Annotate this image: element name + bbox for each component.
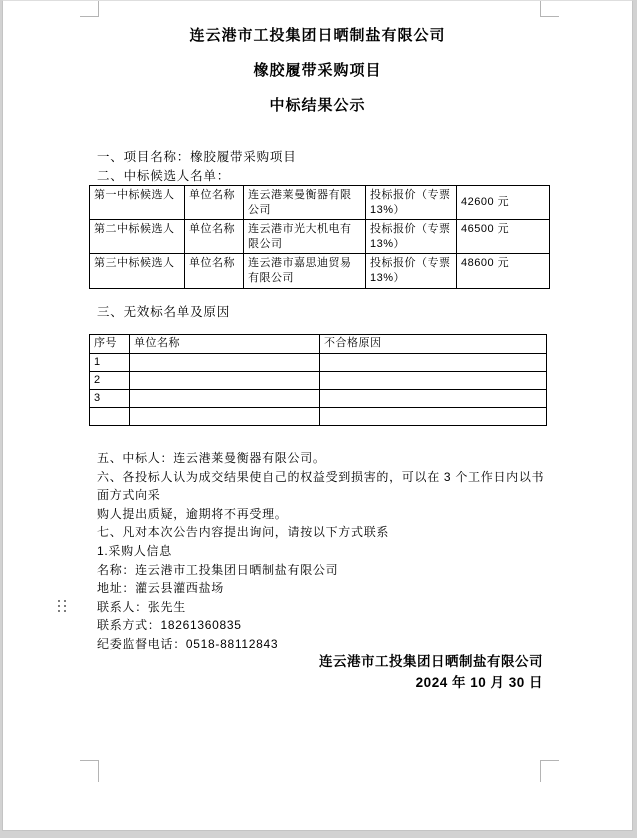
crop-mark-bottom-right-icon	[540, 760, 559, 782]
paragraph-contact-intro: 七、凡对本次公告内容提出询问，请按以下方式联系	[97, 525, 390, 540]
table-row	[90, 390, 547, 408]
unit-cell	[130, 372, 320, 390]
reason-cell	[320, 390, 547, 408]
crop-mark-top-left-icon	[80, 1, 99, 17]
purchaser-name-line: 名称：连云港市工投集团日晒制盐有限公司	[97, 562, 339, 577]
contact-person-line: 联系人：张先生	[97, 599, 186, 614]
drag-handle-icon[interactable]	[58, 600, 66, 615]
table-header-row	[90, 335, 547, 354]
candidate-price: 48600 元	[457, 254, 550, 289]
crop-mark-bottom-left-icon	[80, 760, 99, 782]
body-paragraphs	[97, 449, 549, 654]
candidate-company: 连云港莱曼衡器有限公司	[244, 186, 366, 220]
unit-label: 单位名称	[185, 186, 244, 220]
table-row	[90, 372, 547, 390]
price-label: 投标报价（专票 13%）	[366, 254, 457, 289]
table-row	[90, 186, 550, 220]
col-header-unit: 单位名称	[130, 335, 320, 354]
supervision-phone-line: 纪委监督电话：0518-88112843	[97, 636, 279, 651]
candidate-rank: 第三中标候选人	[90, 254, 185, 289]
purchaser-address-line: 地址：灌云县灌西盐场	[97, 581, 225, 596]
col-header-reason: 不合格原因	[320, 335, 547, 354]
table-row	[90, 408, 547, 426]
signature-date: 2024 年 10 月 30 日	[415, 674, 543, 690]
price-label: 投标报价（专票 13%）	[366, 220, 457, 254]
section-candidates-heading: 二、中标候选人名单：	[97, 168, 231, 183]
section-project-name: 一、项目名称：橡胶履带采购项目	[97, 150, 297, 164]
candidate-price: 42600 元	[457, 186, 550, 220]
document-title-block	[3, 18, 632, 123]
title-announcement: 中标结果公示	[269, 97, 366, 114]
col-header-seq: 序号	[90, 335, 130, 354]
candidate-company: 连云港市嘉思迪贸易有限公司	[244, 254, 366, 289]
paragraph-objection-line2: 购人提出质疑，逾期将不再受理。	[97, 506, 288, 521]
section-invalid-bids-heading: 三、无效标名单及原因	[97, 305, 231, 319]
table-row	[90, 220, 550, 254]
unit-cell	[130, 390, 320, 408]
seq-cell: 3	[90, 390, 130, 408]
title-company: 连云港市工投集团日晒制盐有限公司	[189, 27, 446, 44]
price-label: 投标报价（专票 13%）	[366, 186, 457, 220]
unit-label: 单位名称	[185, 220, 244, 254]
signature-company: 连云港市工投集团日晒制盐有限公司	[319, 654, 543, 669]
candidate-company: 连云港市光大机电有限公司	[244, 220, 366, 254]
paragraph-winner: 五、中标人：连云港莱曼衡器有限公司。	[97, 451, 326, 465]
sections-1-2	[97, 148, 543, 185]
seq-cell	[90, 408, 130, 426]
table-row	[90, 354, 547, 372]
candidate-rank: 第二中标候选人	[90, 220, 185, 254]
seq-cell: 1	[90, 354, 130, 372]
invalid-bids-table	[89, 334, 547, 426]
unit-cell	[130, 354, 320, 372]
reason-cell	[320, 354, 547, 372]
paragraph-purchaser-info-heading: 1.采购人信息	[97, 543, 172, 558]
paragraph-objection-line1: 六、各投标人认为成交结果使自己的权益受到损害的，可以在 3 个工作日内以书面方式向采	[97, 469, 545, 503]
title-project: 橡胶履带采购项目	[253, 62, 382, 79]
seq-cell: 2	[90, 372, 130, 390]
reason-cell	[320, 372, 547, 390]
table-row	[90, 254, 550, 289]
candidate-rank: 第一中标候选人	[90, 186, 185, 220]
candidate-price: 46500 元	[457, 220, 550, 254]
unit-label: 单位名称	[185, 254, 244, 289]
crop-mark-top-right-icon	[540, 1, 559, 17]
contact-phone-line: 联系方式：18261360835	[97, 618, 242, 633]
reason-cell	[320, 408, 547, 426]
unit-cell	[130, 408, 320, 426]
signature-block	[97, 652, 543, 693]
document-page	[2, 0, 633, 831]
candidates-table	[89, 185, 550, 289]
